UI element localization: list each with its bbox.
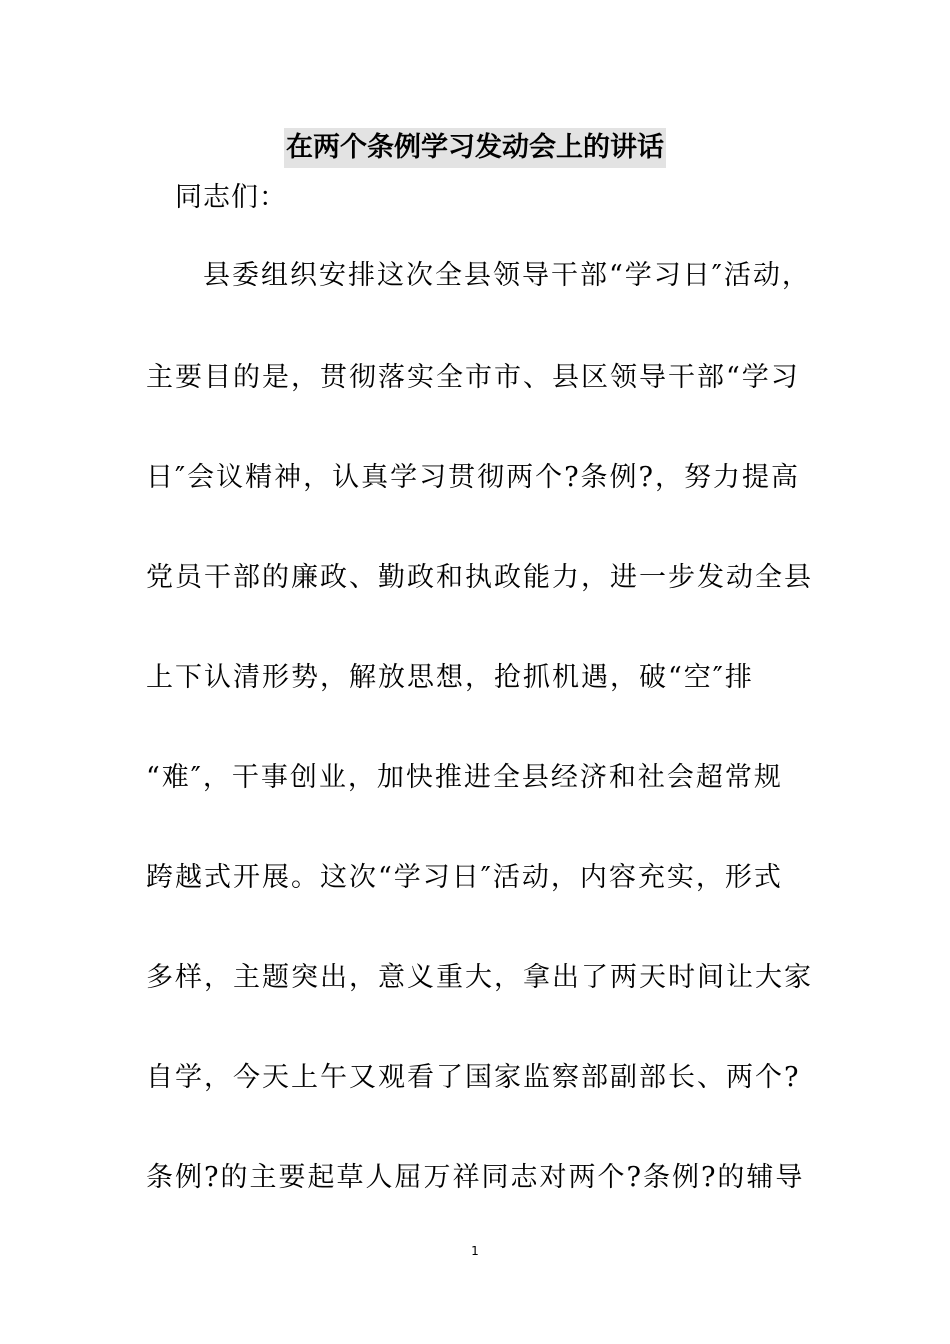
body-line-2: 主要目的是，贯彻落实全市市、县区领导干部“学习 <box>146 362 800 393</box>
document-title: 在两个条例学习发动会上的讲话 <box>284 128 666 168</box>
body-line-4: 党员干部的廉政、勤政和执政能力，进一步发动全县 <box>146 562 813 593</box>
body-line-6: “难″，干事创业，加快推进全县经济和社会超常规 <box>146 762 783 793</box>
body-line-7: 跨越式开展。这次“学习日″活动，内容充实，形式 <box>146 862 783 893</box>
body-line-8: 多样，主题突出，意义重大，拿出了两天时间让大家 <box>146 962 813 993</box>
body-line-1: 县委组织安排这次全县领导干部“学习日″活动， <box>203 260 811 291</box>
body-line-3: 日″会议精神，认真学习贯彻两个?条例?，努力提高 <box>146 462 801 493</box>
page-number: 1 <box>471 1244 479 1258</box>
title-container <box>0 128 950 168</box>
body-line-5: 上下认清形势，解放思想，抢抓机遇，破“空″排 <box>146 662 754 693</box>
salutation: 同志们： <box>175 182 287 213</box>
body-line-10: 条例?的主要起草人屈万祥同志对两个?条例?的辅导 <box>146 1162 805 1193</box>
body-line-9: 自学，今天上午又观看了国家监察部副部长、两个? <box>146 1062 801 1093</box>
